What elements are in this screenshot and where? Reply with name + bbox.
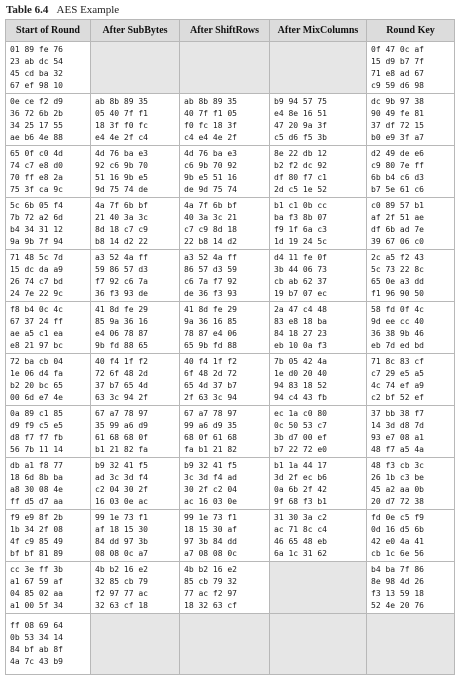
cell-round-key [367, 406, 455, 458]
matrix-line: 30 2f c2 04 [184, 484, 237, 494]
matrix-line: a3 52 4a ff [95, 252, 148, 262]
cell-after-subbytes [91, 250, 180, 302]
cell-after-mixcolumns [270, 94, 367, 146]
matrix-line: 99 1e 73 f1 [95, 512, 148, 522]
matrix-line: 67 37 24 ff [10, 316, 63, 326]
cell-after-mixcolumns [270, 614, 367, 675]
matrix-line: c2 bf 52 ef [371, 392, 424, 402]
table-row [6, 94, 455, 146]
matrix-line: 90 49 fe 81 [371, 108, 424, 118]
matrix-line: a7 08 08 0c [184, 548, 237, 558]
cell-after-shiftrows [180, 42, 270, 94]
matrix-line: 0b 53 34 14 [10, 633, 63, 642]
matrix-line: 5c 6b 05 f4 [10, 200, 63, 210]
matrix-line: 5c 73 22 8c [371, 264, 424, 274]
cell-after-subbytes [91, 198, 180, 250]
matrix-line: b2 f2 dc 92 [274, 160, 327, 170]
matrix-line: 51 16 9b e5 [95, 172, 148, 182]
col-header-start-of-round: Start of Round [6, 20, 91, 42]
matrix-line: b1 21 82 fa [95, 444, 148, 454]
matrix-line: 14 3d d8 7d [371, 420, 424, 430]
cell-after-shiftrows [180, 302, 270, 354]
matrix-line: af 2f 51 ae [371, 212, 424, 222]
matrix-line: 71 48 5c 7d [10, 252, 63, 262]
matrix-line: 08 08 0c a7 [95, 548, 148, 558]
matrix-line: c4 e4 4e 2f [184, 132, 237, 142]
cell-after-shiftrows [180, 510, 270, 562]
matrix-line: c6 9b 70 92 [184, 160, 237, 170]
cell-round-key [367, 250, 455, 302]
matrix-line: 18 32 63 cf [184, 600, 237, 610]
matrix-line: e4 4e 2f c4 [95, 132, 148, 142]
matrix-line: cc 3e ff 3b [10, 564, 63, 574]
matrix-line: 78 87 e4 06 [184, 328, 237, 338]
cell-round-key [367, 146, 455, 198]
cell-after-subbytes [91, 354, 180, 406]
matrix-line: ab 8b 89 35 [95, 96, 148, 106]
matrix-line: ac 16 03 0e [184, 496, 237, 506]
matrix-line: b7 5e 61 c6 [371, 184, 424, 194]
matrix-line: 36 72 6b 2b [10, 108, 63, 118]
matrix-line: 9a 36 16 85 [184, 316, 237, 326]
matrix-line: 4d 76 ba e3 [95, 148, 148, 158]
cell-after-mixcolumns [270, 42, 367, 94]
matrix-line: c0 89 57 b1 [371, 200, 424, 210]
cell-start-of-round [6, 42, 91, 94]
cell-start-of-round [6, 302, 91, 354]
matrix-line: 8e 22 db 12 [274, 148, 327, 158]
matrix-line: ac 71 8c c4 [274, 524, 327, 534]
cell-round-key [367, 198, 455, 250]
matrix-line: 0d 16 d5 6b [371, 524, 424, 534]
matrix-line: 26 1b c3 be [371, 472, 424, 482]
matrix-line: b1 c1 0b cc [274, 200, 327, 210]
matrix-line: 2a 47 c4 48 [274, 304, 327, 314]
matrix-line: c9 80 7e ff [371, 160, 424, 170]
matrix-line: eb 7d ed bd [371, 340, 424, 350]
matrix-line: af 18 15 30 [95, 524, 148, 534]
matrix-line: db a1 f8 77 [10, 460, 63, 470]
cell-round-key [367, 510, 455, 562]
cell-after-mixcolumns [270, 198, 367, 250]
table-row [6, 458, 455, 510]
matrix-line: 59 86 57 d3 [95, 264, 148, 274]
cell-round-key [367, 458, 455, 510]
matrix-line: 37 df 72 15 [371, 120, 424, 130]
matrix-line: de 9d 75 74 [184, 184, 237, 194]
matrix-line: 99 a6 d9 35 [184, 420, 237, 430]
matrix-line: 40 f4 1f f2 [95, 356, 148, 366]
matrix-line: b4 34 31 12 [10, 224, 63, 234]
matrix-line: 58 fd 0f 4c [371, 304, 424, 314]
cell-after-mixcolumns [270, 250, 367, 302]
matrix-line: a8 30 08 4e [10, 484, 63, 494]
matrix-line: cb 1c 6e 56 [371, 548, 424, 558]
cell-start-of-round [6, 146, 91, 198]
cell-after-mixcolumns [270, 302, 367, 354]
col-header-after-mixcolumns: After MixColumns [270, 20, 367, 42]
matrix-line: b2 20 bc 65 [10, 380, 63, 390]
matrix-line: 99 1e 73 f1 [184, 512, 237, 522]
matrix-line: 40 7f f1 05 [184, 108, 237, 118]
matrix-line: 01 89 fe 76 [10, 44, 63, 54]
matrix-line: 0f 47 0c af [371, 44, 424, 54]
matrix-line: dc 9b 97 38 [371, 96, 424, 106]
matrix-line: 65 4d 37 b7 [184, 380, 237, 390]
matrix-line: 3c 3d f4 ad [184, 472, 237, 482]
matrix-line: 48 f3 cb 3c [371, 460, 424, 470]
table-row [6, 302, 455, 354]
matrix-line: a1 00 5f 34 [10, 600, 63, 610]
matrix-line: 23 ab dc 54 [10, 56, 63, 66]
matrix-line: f9 e9 8f 2b [10, 512, 63, 522]
matrix-line: b9 94 57 75 [274, 96, 327, 106]
aes-example-table [5, 19, 455, 675]
cell-start-of-round [6, 510, 91, 562]
matrix-line: b9 32 41 f5 [184, 460, 237, 470]
matrix-line: b0 e9 3f a7 [371, 132, 424, 142]
matrix-line: 37 bb 38 f7 [371, 408, 424, 418]
table-row [6, 510, 455, 562]
matrix-line: 16 03 0e ac [95, 496, 148, 506]
table-row [6, 250, 455, 302]
matrix-line: 63 3c 94 2f [95, 392, 148, 402]
matrix-line: 9b fd 88 65 [95, 340, 148, 350]
cell-after-shiftrows [180, 94, 270, 146]
matrix-line: d4 11 fe 0f [274, 252, 327, 262]
matrix-line: 9d ee cc 40 [371, 316, 424, 326]
matrix-line: 24 7e 22 9c [10, 288, 63, 298]
matrix-line: 47 20 9a 3f [274, 120, 327, 130]
table-caption [6, 3, 119, 17]
matrix-line: 41 8d fe 29 [184, 304, 237, 314]
cell-start-of-round [6, 94, 91, 146]
matrix-line: 9a 9b 7f 94 [10, 236, 63, 246]
cell-after-subbytes [91, 94, 180, 146]
matrix-line: c7 29 e5 a5 [371, 368, 424, 378]
matrix-line: 84 bf ab 8f [10, 645, 63, 654]
table-row [6, 562, 455, 614]
matrix-line: 3b d7 00 ef [274, 432, 327, 442]
matrix-line: 1b 34 2f 08 [10, 524, 63, 534]
matrix-line: 67 a7 78 97 [184, 408, 237, 418]
cell-round-key [367, 302, 455, 354]
matrix-line: 15 d9 b7 7f [371, 56, 424, 66]
cell-after-mixcolumns [270, 458, 367, 510]
cell-round-key [367, 354, 455, 406]
matrix-line: 56 7b 11 14 [10, 444, 63, 454]
col-header-after-subbytes: After SubBytes [91, 20, 180, 42]
matrix-line: e4 8e 16 51 [274, 108, 327, 118]
cell-after-mixcolumns [270, 146, 367, 198]
matrix-line: 40 3a 3c 21 [184, 212, 237, 222]
matrix-line: 72 ba cb 04 [10, 356, 63, 366]
matrix-line: e8 21 97 bc [10, 340, 63, 350]
cell-after-subbytes [91, 458, 180, 510]
matrix-line: f8 b4 0c 4c [10, 304, 63, 314]
matrix-line: 94 83 18 52 [274, 380, 327, 390]
cell-start-of-round [6, 354, 91, 406]
cell-after-shiftrows [180, 354, 270, 406]
matrix-line: 9f 68 f3 b1 [274, 496, 327, 506]
matrix-line: 67 a7 78 97 [95, 408, 148, 418]
cell-after-subbytes [91, 302, 180, 354]
matrix-line: d9 f9 c5 e5 [10, 420, 63, 430]
cell-round-key [367, 42, 455, 94]
matrix-line: 46 65 48 eb [274, 536, 327, 546]
matrix-line: c6 7a f7 92 [184, 276, 237, 286]
cell-after-shiftrows [180, 198, 270, 250]
matrix-line: 0c 50 53 c7 [274, 420, 327, 430]
matrix-line: 52 4e 20 76 [371, 600, 424, 610]
matrix-line: 94 c4 43 fb [274, 392, 327, 402]
cell-after-shiftrows [180, 146, 270, 198]
matrix-line: f9 1f 6a c3 [274, 224, 327, 234]
matrix-line: 48 f7 a5 4a [371, 444, 424, 454]
matrix-line: 84 18 27 23 [274, 328, 327, 338]
matrix-line: 41 8d fe 29 [95, 304, 148, 314]
matrix-line: 39 67 06 c0 [371, 236, 424, 246]
matrix-line: 9b e5 51 16 [184, 172, 237, 182]
matrix-line: 2c a5 f2 43 [371, 252, 424, 262]
cell-after-mixcolumns [270, 354, 367, 406]
cell-start-of-round [6, 614, 91, 675]
cell-after-shiftrows [180, 250, 270, 302]
matrix-line: 3b 44 06 73 [274, 264, 327, 274]
matrix-line: f1 96 90 50 [371, 288, 424, 298]
matrix-line: 20 d7 72 38 [371, 496, 424, 506]
matrix-line: 19 b7 07 ec [274, 288, 327, 298]
matrix-line: 21 40 3a 3c [95, 212, 148, 222]
matrix-line: 36 38 9b 46 [371, 328, 424, 338]
matrix-line: fa b1 21 82 [184, 444, 237, 454]
matrix-line: f7 92 c6 7a [95, 276, 148, 286]
matrix-line: 18 3f f0 fc [95, 120, 148, 130]
matrix-line: 97 3b 84 dd [184, 536, 237, 546]
matrix-line: 4a 7f 6b bf [184, 200, 237, 210]
matrix-line: 2d c5 1e 52 [274, 184, 327, 194]
table-row [6, 42, 455, 94]
matrix-line: 83 e8 18 ba [274, 316, 327, 326]
matrix-line: c9 59 d6 98 [371, 80, 424, 90]
matrix-line: 18 15 30 af [184, 524, 237, 534]
matrix-line: 6b b4 c6 d3 [371, 172, 424, 182]
matrix-line: 86 57 d3 59 [184, 264, 237, 274]
matrix-line: 85 9a 36 16 [95, 316, 148, 326]
table-row [6, 146, 455, 198]
table-row [6, 406, 455, 458]
cell-round-key [367, 614, 455, 675]
matrix-line: 2f 63 3c 94 [184, 392, 237, 402]
table-number: Table 6.4 [6, 4, 49, 16]
col-header-round-key: Round Key [367, 20, 455, 42]
matrix-line: 1d 19 24 5c [274, 236, 327, 246]
matrix-line: 40 f4 1f f2 [184, 356, 237, 366]
matrix-line: 8e 98 4d 26 [371, 576, 424, 586]
matrix-line: 04 85 02 aa [10, 588, 63, 598]
matrix-line: 74 c7 e8 d0 [10, 160, 63, 170]
matrix-line: e4 06 78 87 [95, 328, 148, 338]
matrix-line: 34 25 17 55 [10, 120, 63, 130]
cell-after-shiftrows [180, 458, 270, 510]
matrix-line: 0e ce f2 d9 [10, 96, 63, 106]
cell-round-key [367, 562, 455, 614]
matrix-line: 4a 7c 43 b9 [10, 657, 63, 666]
matrix-line: 6a 1c 31 62 [274, 548, 327, 558]
matrix-line: 4b b2 16 e2 [95, 564, 148, 574]
matrix-line: df 80 f7 c1 [274, 172, 327, 182]
cell-start-of-round [6, 406, 91, 458]
matrix-line: 75 3f ca 9c [10, 184, 63, 194]
matrix-line: 36 f3 93 de [95, 288, 148, 298]
matrix-line: bf bf 81 89 [10, 548, 63, 558]
matrix-line: b8 14 d2 22 [95, 236, 148, 246]
cell-after-mixcolumns [270, 562, 367, 614]
matrix-line: 71 8c 83 cf [371, 356, 424, 366]
matrix-line: 4f c9 85 49 [10, 536, 63, 546]
matrix-line: c5 d6 f5 3b [274, 132, 327, 142]
matrix-line: ae a5 c1 ea [10, 328, 63, 338]
matrix-line: 72 6f 48 2d [95, 368, 148, 378]
matrix-line: 4d 76 ba e3 [184, 148, 237, 158]
matrix-line: f0 fc 18 3f [184, 120, 237, 130]
matrix-line: 77 ac f2 97 [184, 588, 237, 598]
cell-after-subbytes [91, 146, 180, 198]
cell-after-subbytes [91, 42, 180, 94]
matrix-line: eb 10 0a f3 [274, 340, 327, 350]
matrix-line: b7 22 72 e0 [274, 444, 327, 454]
matrix-line: 3d 2f ec b6 [274, 472, 327, 482]
matrix-line: 71 e8 ad 67 [371, 68, 424, 78]
matrix-line: ae b6 4e 88 [10, 132, 63, 142]
matrix-line: cb ab 62 37 [274, 276, 327, 286]
matrix-line: 4a 7f 6b bf [95, 200, 148, 210]
cell-after-subbytes [91, 614, 180, 675]
col-header-after-shiftrows: After ShiftRows [180, 20, 270, 42]
matrix-line: b1 1a 44 17 [274, 460, 327, 470]
matrix-line: a1 67 59 af [10, 576, 63, 586]
matrix-line: 00 6d e7 4e [10, 392, 63, 402]
cell-after-shiftrows [180, 406, 270, 458]
matrix-line: 22 b8 14 d2 [184, 236, 237, 246]
matrix-line: fd 0e c5 f9 [371, 512, 424, 522]
cell-start-of-round [6, 250, 91, 302]
matrix-line: 1e d0 20 40 [274, 368, 327, 378]
cell-round-key [367, 94, 455, 146]
matrix-line: 45 cd ba 32 [10, 68, 63, 78]
matrix-line: ec 1a c0 80 [274, 408, 327, 418]
cell-start-of-round [6, 198, 91, 250]
matrix-line: d8 f7 f7 fb [10, 432, 63, 442]
matrix-line: 0a 6b 2f 42 [274, 484, 327, 494]
matrix-line: 15 dc da a9 [10, 264, 63, 274]
matrix-line: f2 97 77 ac [95, 588, 148, 598]
matrix-line: 68 0f 61 68 [184, 432, 237, 442]
matrix-line: 18 6d 8b ba [10, 472, 63, 482]
matrix-line: 84 dd 97 3b [95, 536, 148, 546]
matrix-line: ad 3c 3d f4 [95, 472, 148, 482]
matrix-line: ba f3 8b 07 [274, 212, 327, 222]
matrix-line: 37 b7 65 4d [95, 380, 148, 390]
matrix-line: b9 32 41 f5 [95, 460, 148, 470]
matrix-line: 65 9b fd 88 [184, 340, 237, 350]
matrix-line: 65 0e a3 dd [371, 276, 424, 286]
matrix-line: 4c 74 ef a9 [371, 380, 424, 390]
matrix-line: 8d 18 c7 c9 [95, 224, 148, 234]
cell-after-subbytes [91, 562, 180, 614]
matrix-line: a3 52 4a ff [184, 252, 237, 262]
header-row [6, 20, 455, 42]
cell-after-mixcolumns [270, 510, 367, 562]
matrix-line: 9d 75 74 de [95, 184, 148, 194]
matrix-line: f3 13 59 18 [371, 588, 424, 598]
matrix-line: d2 49 de e6 [371, 148, 424, 158]
cell-after-shiftrows [180, 614, 270, 675]
matrix-line: 6f 48 2d 72 [184, 368, 237, 378]
matrix-line: 45 a2 aa 0b [371, 484, 424, 494]
matrix-line: ff 08 69 64 [10, 621, 63, 630]
cell-after-subbytes [91, 406, 180, 458]
table-row [6, 354, 455, 406]
matrix-line: ab 8b 89 35 [184, 96, 237, 106]
matrix-line: ff d5 d7 aa [10, 496, 63, 506]
matrix-line: de 36 f3 93 [184, 288, 237, 298]
matrix-line: 32 85 cb 79 [95, 576, 148, 586]
matrix-line: 4b b2 16 e2 [184, 564, 237, 574]
matrix-line: 92 c6 9b 70 [95, 160, 148, 170]
matrix-line: 61 68 68 0f [95, 432, 148, 442]
matrix-line: 85 cb 79 32 [184, 576, 237, 586]
matrix-line: 7b 72 a2 6d [10, 212, 63, 222]
matrix-line: 7b 05 42 4a [274, 356, 327, 366]
matrix-line: 65 0f c0 4d [10, 148, 63, 158]
matrix-line: 93 e7 08 a1 [371, 432, 424, 442]
cell-start-of-round [6, 562, 91, 614]
matrix-line: b4 ba 7f 86 [371, 564, 424, 574]
matrix-line: 0a 89 c1 85 [10, 408, 63, 418]
cell-start-of-round [6, 458, 91, 510]
cell-after-mixcolumns [270, 406, 367, 458]
matrix-line: 35 99 a6 d9 [95, 420, 148, 430]
matrix-line: 70 ff e8 2a [10, 172, 63, 182]
matrix-line: 05 40 7f f1 [95, 108, 148, 118]
matrix-line: 1e 06 d4 fa [10, 368, 63, 378]
matrix-line: 31 30 3a c2 [274, 512, 327, 522]
matrix-line: 32 63 cf 18 [95, 600, 148, 610]
matrix-line: c7 c9 8d 18 [184, 224, 237, 234]
table-title: AES Example [56, 4, 120, 16]
cell-after-shiftrows [180, 562, 270, 614]
cell-after-subbytes [91, 510, 180, 562]
table-row [6, 198, 455, 250]
matrix-line: c2 04 30 2f [95, 484, 148, 494]
table-row [6, 614, 455, 675]
matrix-line: 26 74 c7 bd [10, 276, 63, 286]
matrix-line: 67 ef 98 10 [10, 80, 63, 90]
matrix-line: 42 e0 4a 41 [371, 536, 424, 546]
matrix-line: df 6b ad 7e [371, 224, 424, 234]
